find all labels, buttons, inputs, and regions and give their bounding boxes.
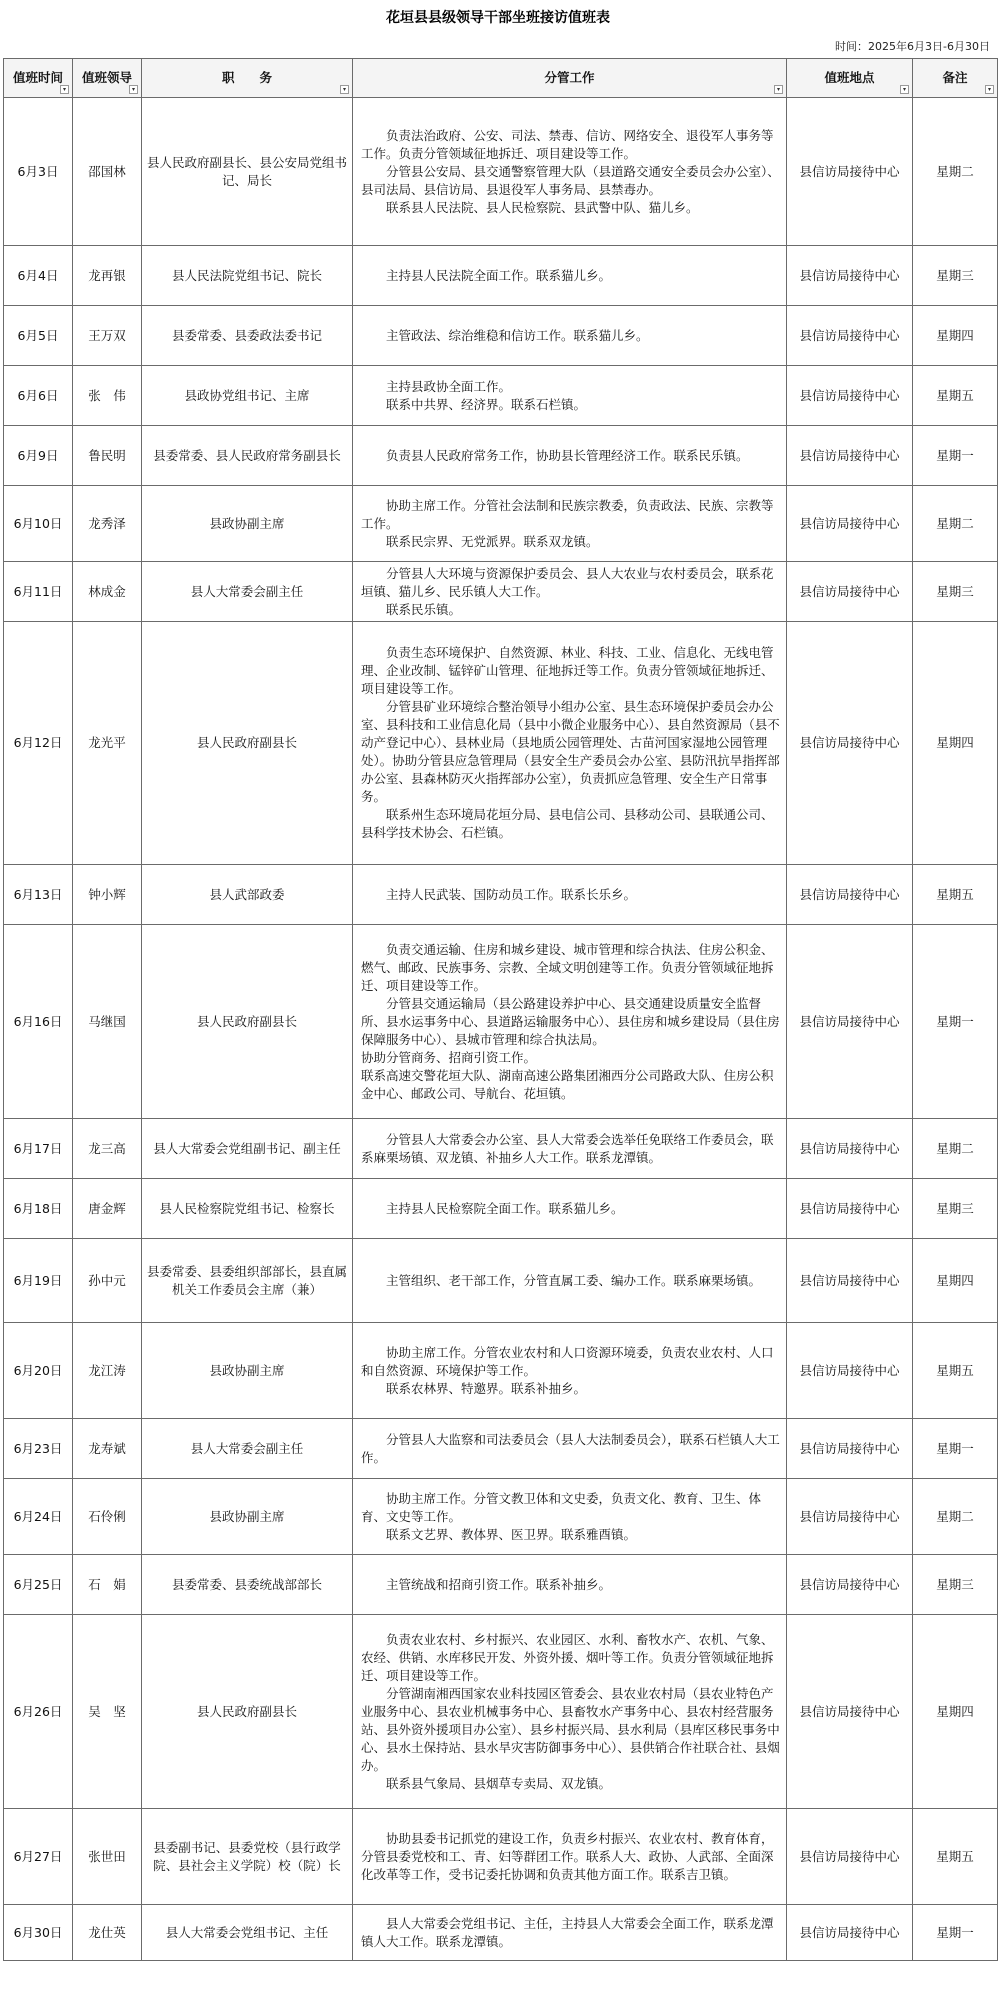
position-cell: 县政协党组书记、主席 bbox=[142, 366, 353, 426]
weekday-cell: 星期四 bbox=[913, 622, 998, 865]
position-cell: 县委常委、县委组织部部长，县直属机关工作委员会主席（兼） bbox=[142, 1239, 353, 1323]
duty-date-cell: 6月24日 bbox=[4, 1479, 73, 1555]
duties-cell bbox=[353, 366, 787, 426]
position-cell: 县政协副主席 bbox=[142, 1323, 353, 1419]
duty-paragraph: 负责农业农村、乡村振兴、农业园区、水利、畜牧水产、农机、气象、农经、供销、水库移民开发、外资外援、烟叶等工作。负责分管领域征地拆迁、项目建设等工作。 bbox=[361, 1631, 774, 1683]
duty-paragraph: 联系州生态环境局花垣分局、县电信公司、县移动公司、县联通公司、县科学技术协会、石栏镇。 bbox=[361, 807, 774, 840]
header-position-label: 职 务 bbox=[221, 70, 272, 85]
date-range-row bbox=[0, 34, 994, 58]
header-duties[interactable] bbox=[353, 59, 787, 98]
leader-name-cell: 钟小辉 bbox=[73, 865, 142, 925]
filter-dropdown-icon[interactable]: ▾ bbox=[900, 85, 909, 94]
duties-cell bbox=[353, 622, 787, 865]
duty-paragraph: 分管县矿业环境综合整治领导小组办公室、县生态环境保护委员会办公室、县科技和工业信息化局（县中小微企业服务中心）、县自然资源局（县不动产登记中心）、县林业局（县地质公园管理处、古苗河国家湿地公园管理处）。协助分管县应急管理局（县安全生产委员会办公室、县防汛抗旱指挥部办公室、县森林防灭火指挥部办公室），负责抓应急管理、安全生产日常事务。 bbox=[361, 699, 780, 804]
table-row bbox=[4, 246, 998, 306]
leader-name-cell: 张世田 bbox=[73, 1809, 142, 1905]
weekday-cell: 星期三 bbox=[913, 562, 998, 622]
duty-paragraph: 联系文艺界、教体界、医卫界。联系雅酉镇。 bbox=[386, 1526, 637, 1542]
weekday-cell: 星期四 bbox=[913, 1615, 998, 1809]
table-row bbox=[4, 366, 998, 426]
duty-table-body bbox=[4, 98, 998, 1961]
header-row bbox=[4, 59, 998, 98]
weekday-cell: 星期二 bbox=[913, 1119, 998, 1179]
duty-paragraph: 协助主席工作。分管文教卫体和文史委，负责文化、教育、卫生、体育、文史等工作。 bbox=[361, 1490, 762, 1524]
weekday-cell: 星期一 bbox=[913, 426, 998, 486]
duty-paragraph: 联系高速交警花垣大队、湖南高速公路集团湘西分公司路政大队、住房公积金中心、邮政公司、导航台、花垣镇。 bbox=[361, 1067, 774, 1101]
table-row bbox=[4, 486, 998, 562]
duty-paragraph: 主管统战和招商引资工作。联系补抽乡。 bbox=[386, 1576, 612, 1592]
position-cell: 县委常委、县人民政府常务副县长 bbox=[142, 426, 353, 486]
duty-paragraph: 分管县人大常委会办公室、县人大常委会选举任免联络工作委员会，联系麻栗场镇、双龙镇、补抽乡人大工作。联系龙潭镇。 bbox=[361, 1131, 774, 1165]
weekday-cell: 星期四 bbox=[913, 306, 998, 366]
duty-date-cell: 6月30日 bbox=[4, 1905, 73, 1961]
duty-paragraph: 联系民宗界、无党派界。联系双龙镇。 bbox=[386, 533, 599, 549]
position-cell: 县人民政府副县长、县公安局党组书记、局长 bbox=[142, 98, 353, 246]
duty-date-cell: 6月17日 bbox=[4, 1119, 73, 1179]
location-cell: 县信访局接待中心 bbox=[787, 1419, 913, 1479]
duty-paragraph: 主持人民武装、国防动员工作。联系长乐乡。 bbox=[386, 886, 637, 902]
duty-date-cell: 6月18日 bbox=[4, 1179, 73, 1239]
duties-cell bbox=[353, 1555, 787, 1615]
header-date[interactable] bbox=[4, 59, 73, 98]
weekday-cell: 星期二 bbox=[913, 1479, 998, 1555]
location-cell: 县信访局接待中心 bbox=[787, 1239, 913, 1323]
duty-date-cell: 6月12日 bbox=[4, 622, 73, 865]
duty-date-cell: 6月9日 bbox=[4, 426, 73, 486]
duties-cell bbox=[353, 1479, 787, 1555]
position-cell: 县委副书记、县委党校（县行政学院、县社会主义学院）校（院）长 bbox=[142, 1809, 353, 1905]
weekday-cell: 星期一 bbox=[913, 925, 998, 1119]
table-row bbox=[4, 1239, 998, 1323]
leader-name-cell: 林成金 bbox=[73, 562, 142, 622]
duty-paragraph: 分管县交通运输局（县公路建设养护中心、县交通建设质量安全监督所、县水运事务中心、县道路运输服务中心）、县住房和城乡建设局（县住房保障服务中心）、县城市管理和综合执法局。 bbox=[361, 995, 780, 1047]
duty-paragraph: 负责生态环境保护、自然资源、林业、科技、工业、信息化、无线电管理、企业改制、锰锌矿山管理、征地拆迁等工作。负责分管领域征地拆迁、项目建设等工作。 bbox=[361, 645, 774, 696]
header-position[interactable] bbox=[142, 59, 353, 98]
filter-dropdown-icon[interactable]: ▾ bbox=[340, 85, 349, 94]
duties-cell bbox=[353, 865, 787, 925]
sheet-title: 花垣县县级领导干部坐班接访值班表 bbox=[386, 10, 610, 26]
duty-paragraph: 负责交通运输、住房和城乡建设、城市管理和综合执法、住房公积金、燃气、邮政、民族事务、宗教、全域文明创建等工作。负责分管领域征地拆迁、项目建设等工作。 bbox=[361, 941, 774, 993]
duty-paragraph: 联系县气象局、县烟草专卖局、双龙镇。 bbox=[386, 1775, 612, 1791]
position-cell: 县人大常委会党组副书记、副主任 bbox=[142, 1119, 353, 1179]
weekday-cell: 星期二 bbox=[913, 486, 998, 562]
duty-paragraph: 县人大常委会党组书记、主任，主持县人大常委会全面工作，联系龙潭镇人大工作。联系龙潭镇。 bbox=[361, 1915, 774, 1949]
table-row bbox=[4, 306, 998, 366]
duties-cell bbox=[353, 925, 787, 1119]
location-cell: 县信访局接待中心 bbox=[787, 865, 913, 925]
weekday-cell: 星期五 bbox=[913, 865, 998, 925]
location-cell: 县信访局接待中心 bbox=[787, 1555, 913, 1615]
leader-name-cell: 王万双 bbox=[73, 306, 142, 366]
leader-name-cell: 龙仕英 bbox=[73, 1905, 142, 1961]
table-row bbox=[4, 1119, 998, 1179]
table-row bbox=[4, 98, 998, 246]
duty-paragraph: 主持县政协全面工作。 bbox=[386, 378, 512, 394]
duty-paragraph: 主持县人民检察院全面工作。联系猫儿乡。 bbox=[386, 1200, 624, 1216]
leader-name-cell: 龙光平 bbox=[73, 622, 142, 865]
leader-name-cell: 鲁民明 bbox=[73, 426, 142, 486]
duty-table bbox=[3, 58, 998, 1961]
duty-paragraph: 分管县公安局、县交通警察管理大队（县道路交通安全委员会办公室）、县司法局、县信访局、县退役军人事务局、县禁毒办。 bbox=[361, 163, 780, 197]
leader-name-cell: 龙三高 bbox=[73, 1119, 142, 1179]
duty-paragraph: 联系农林界、特邀界。联系补抽乡。 bbox=[386, 1380, 587, 1396]
duties-cell bbox=[353, 1419, 787, 1479]
duty-paragraph: 主持县人民法院全面工作。联系猫儿乡。 bbox=[386, 267, 612, 283]
position-cell: 县人大常委会党组书记、主任 bbox=[142, 1905, 353, 1961]
filter-dropdown-icon[interactable]: ▾ bbox=[129, 85, 138, 94]
table-row bbox=[4, 1615, 998, 1809]
duty-date-cell: 6月13日 bbox=[4, 865, 73, 925]
table-row bbox=[4, 1809, 998, 1905]
filter-dropdown-icon[interactable]: ▾ bbox=[60, 85, 69, 94]
leader-name-cell: 孙中元 bbox=[73, 1239, 142, 1323]
position-cell: 县人武部政委 bbox=[142, 865, 353, 925]
leader-name-cell: 石伶俐 bbox=[73, 1479, 142, 1555]
position-cell: 县人民检察院党组书记、检察长 bbox=[142, 1179, 353, 1239]
location-cell: 县信访局接待中心 bbox=[787, 1479, 913, 1555]
leader-name-cell: 吴 坚 bbox=[73, 1615, 142, 1809]
duties-cell bbox=[353, 1615, 787, 1809]
location-cell: 县信访局接待中心 bbox=[787, 1179, 913, 1239]
duty-paragraph: 协助县委书记抓党的建设工作，负责乡村振兴、农业农村、教育体育，分管县委党校和工、青、妇等群团工作。联系人大、政协、人武部、全面深化改革等工作，受书记委托协调和负责其他方面工作。联系吉卫镇。 bbox=[361, 1830, 774, 1882]
position-cell: 县人民法院党组书记、院长 bbox=[142, 246, 353, 306]
table-row bbox=[4, 1419, 998, 1479]
leader-name-cell: 龙秀泽 bbox=[73, 486, 142, 562]
position-cell: 县人民政府副县长 bbox=[142, 622, 353, 865]
leader-name-cell: 张 伟 bbox=[73, 366, 142, 426]
duties-cell bbox=[353, 246, 787, 306]
location-cell: 县信访局接待中心 bbox=[787, 562, 913, 622]
duty-date-cell: 6月27日 bbox=[4, 1809, 73, 1905]
header-leader[interactable] bbox=[73, 59, 142, 98]
duty-date-cell: 6月11日 bbox=[4, 562, 73, 622]
weekday-cell: 星期五 bbox=[913, 1809, 998, 1905]
table-row bbox=[4, 1479, 998, 1555]
location-cell: 县信访局接待中心 bbox=[787, 426, 913, 486]
duties-cell bbox=[353, 1119, 787, 1179]
position-cell: 县政协副主席 bbox=[142, 1479, 353, 1555]
header-date-label: 值班时间 bbox=[12, 70, 63, 85]
weekday-cell: 星期二 bbox=[913, 98, 998, 246]
location-cell: 县信访局接待中心 bbox=[787, 1809, 913, 1905]
position-cell: 县政协副主席 bbox=[142, 486, 353, 562]
location-cell: 县信访局接待中心 bbox=[787, 1119, 913, 1179]
leader-name-cell: 龙江涛 bbox=[73, 1323, 142, 1419]
duty-date-cell: 6月16日 bbox=[4, 925, 73, 1119]
duties-cell bbox=[353, 562, 787, 622]
table-row bbox=[4, 1179, 998, 1239]
duty-paragraph: 联系中共界、经济界。联系石栏镇。 bbox=[386, 396, 587, 412]
weekday-cell: 星期五 bbox=[913, 366, 998, 426]
duty-paragraph: 负责县人民政府常务工作，协助县长管理经济工作。联系民乐镇。 bbox=[386, 447, 749, 463]
weekday-cell: 星期五 bbox=[913, 1323, 998, 1419]
table-row bbox=[4, 562, 998, 622]
filter-dropdown-icon[interactable]: ▾ bbox=[774, 85, 783, 94]
header-remark-label: 备注 bbox=[942, 70, 968, 85]
duty-paragraph: 协助分管商务、招商引资工作。 bbox=[361, 1049, 537, 1065]
duties-cell bbox=[353, 1239, 787, 1323]
location-cell: 县信访局接待中心 bbox=[787, 486, 913, 562]
duties-cell bbox=[353, 306, 787, 366]
filter-dropdown-icon[interactable]: ▾ bbox=[985, 85, 994, 94]
weekday-cell: 星期三 bbox=[913, 1555, 998, 1615]
duty-date-cell: 6月6日 bbox=[4, 366, 73, 426]
duty-date-cell: 6月20日 bbox=[4, 1323, 73, 1419]
table-row bbox=[4, 1323, 998, 1419]
location-cell: 县信访局接待中心 bbox=[787, 306, 913, 366]
header-location-label: 值班地点 bbox=[824, 70, 875, 85]
location-cell: 县信访局接待中心 bbox=[787, 98, 913, 246]
location-cell: 县信访局接待中心 bbox=[787, 246, 913, 306]
duty-date-cell: 6月10日 bbox=[4, 486, 73, 562]
duty-date-cell: 6月5日 bbox=[4, 306, 73, 366]
weekday-cell: 星期一 bbox=[913, 1419, 998, 1479]
duty-paragraph: 联系民乐镇。 bbox=[386, 601, 462, 617]
location-cell: 县信访局接待中心 bbox=[787, 1615, 913, 1809]
table-row bbox=[4, 622, 998, 865]
weekday-cell: 星期四 bbox=[913, 1239, 998, 1323]
position-cell: 县人民政府副县长 bbox=[142, 1615, 353, 1809]
weekday-cell: 星期一 bbox=[913, 1905, 998, 1961]
duty-paragraph: 主管组织、老干部工作，分管直属工委、编办工作。联系麻栗场镇。 bbox=[386, 1272, 762, 1288]
position-cell: 县委常委、县委政法委书记 bbox=[142, 306, 353, 366]
leader-name-cell: 龙再银 bbox=[73, 246, 142, 306]
position-cell: 县人大常委会副主任 bbox=[142, 1419, 353, 1479]
duties-cell bbox=[353, 1323, 787, 1419]
date-range: 时间：2025年6月3日-6月30日 bbox=[835, 40, 990, 53]
table-row bbox=[4, 426, 998, 486]
location-cell: 县信访局接待中心 bbox=[787, 1905, 913, 1961]
position-cell: 县人民政府副县长 bbox=[142, 925, 353, 1119]
position-cell: 县委常委、县委统战部部长 bbox=[142, 1555, 353, 1615]
duty-paragraph: 分管县人大环境与资源保护委员会、县人大农业与农村委员会，联系花垣镇、猫儿乡、民乐镇人大工作。 bbox=[361, 565, 774, 599]
table-row bbox=[4, 925, 998, 1119]
position-cell: 县人大常委会副主任 bbox=[142, 562, 353, 622]
table-row bbox=[4, 865, 998, 925]
header-leader-label: 值班领导 bbox=[81, 70, 132, 85]
duties-cell bbox=[353, 1905, 787, 1961]
table-row bbox=[4, 1905, 998, 1961]
duty-date-cell: 6月4日 bbox=[4, 246, 73, 306]
duty-paragraph: 协助主席工作。分管农业农村和人口资源环境委，负责农业农村、人口和自然资源、环境保护等工作。 bbox=[361, 1344, 774, 1378]
header-remark[interactable] bbox=[913, 59, 998, 98]
location-cell: 县信访局接待中心 bbox=[787, 622, 913, 865]
header-location[interactable] bbox=[787, 59, 913, 98]
duty-date-cell: 6月23日 bbox=[4, 1419, 73, 1479]
duties-cell bbox=[353, 1809, 787, 1905]
duty-paragraph: 主管政法、综治维稳和信访工作。联系猫儿乡。 bbox=[386, 327, 649, 343]
duties-cell bbox=[353, 426, 787, 486]
duties-cell bbox=[353, 486, 787, 562]
duty-date-cell: 6月3日 bbox=[4, 98, 73, 246]
location-cell: 县信访局接待中心 bbox=[787, 366, 913, 426]
leader-name-cell: 龙寿斌 bbox=[73, 1419, 142, 1479]
header-duties-label: 分管工作 bbox=[544, 70, 595, 85]
leader-name-cell: 邵国林 bbox=[73, 98, 142, 246]
duty-paragraph: 协助主席工作。分管社会法制和民族宗教委，负责政法、民族、宗教等工作。 bbox=[361, 497, 774, 531]
duty-paragraph: 负责法治政府、公安、司法、禁毒、信访、网络安全、退役军人事务等工作。负责分管领域征地拆迁、项目建设等工作。 bbox=[361, 127, 774, 161]
duty-date-cell: 6月26日 bbox=[4, 1615, 73, 1809]
leader-name-cell: 石 娟 bbox=[73, 1555, 142, 1615]
location-cell: 县信访局接待中心 bbox=[787, 1323, 913, 1419]
duties-cell bbox=[353, 98, 787, 246]
duty-paragraph: 分管湖南湘西国家农业科技园区管委会、县农业农村局（县农业特色产业服务中心、县农业机械事务中心、县畜牧水产事务中心、县农村经营服务站、县外资外援项目办公室）、县乡村振兴局、县水利局（县库区移民事务中心、县水土保持站、县水旱灾害防御事务中心）、县供销合作社联合社、县烟办。 bbox=[361, 1685, 780, 1773]
duty-date-cell: 6月19日 bbox=[4, 1239, 73, 1323]
table-row bbox=[4, 1555, 998, 1615]
location-cell: 县信访局接待中心 bbox=[787, 925, 913, 1119]
duties-cell bbox=[353, 1179, 787, 1239]
duty-paragraph: 分管县人大监察和司法委员会（县人大法制委员会），联系石栏镇人大工作。 bbox=[361, 1431, 780, 1465]
leader-name-cell: 唐金辉 bbox=[73, 1179, 142, 1239]
weekday-cell: 星期三 bbox=[913, 1179, 998, 1239]
weekday-cell: 星期三 bbox=[913, 246, 998, 306]
leader-name-cell: 马继国 bbox=[73, 925, 142, 1119]
duty-date-cell: 6月25日 bbox=[4, 1555, 73, 1615]
duty-paragraph: 联系县人民法院、县人民检察院、县武警中队、猫儿乡。 bbox=[386, 199, 699, 215]
